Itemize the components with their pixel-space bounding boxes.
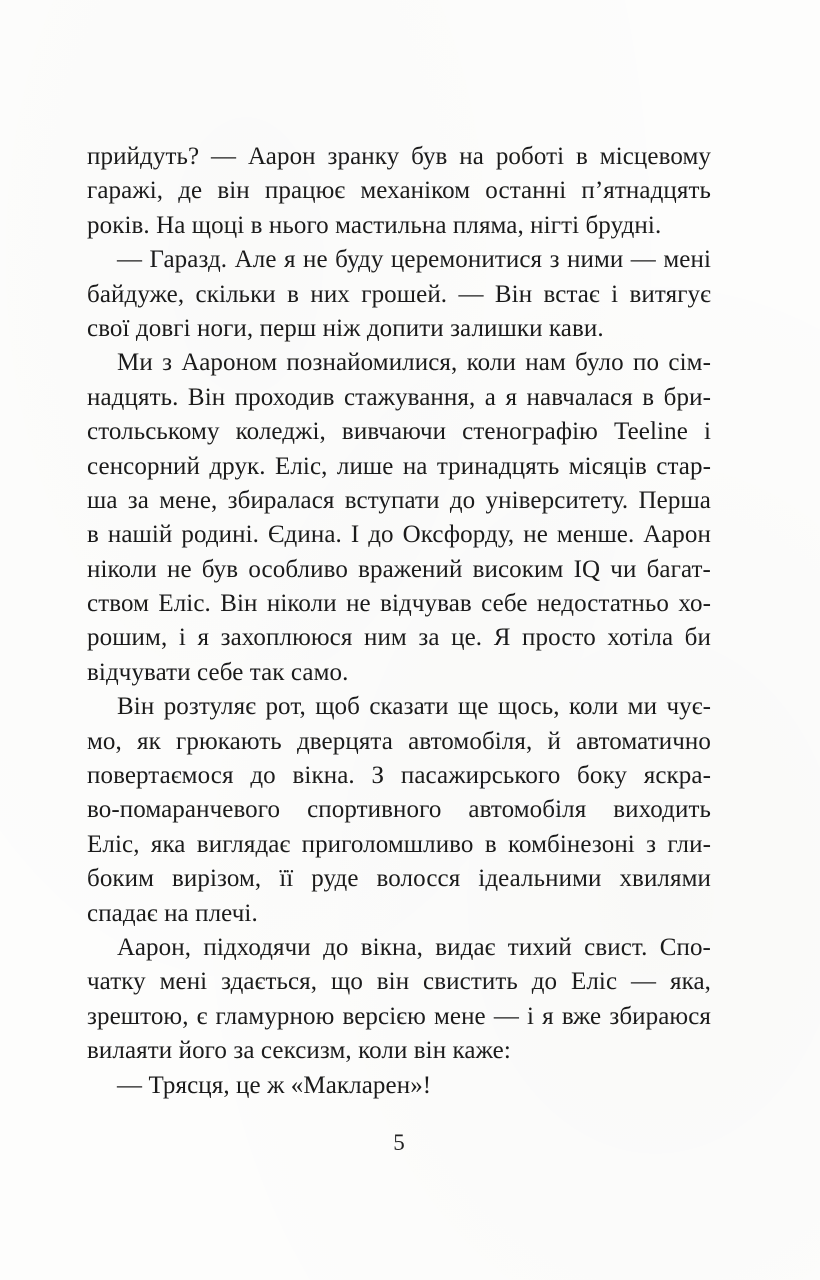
text-line: Він розтуляє рот, щоб сказати ще щось, коли ми чує- [117,693,711,721]
text-line: чатку мені здається, що він свистить до Еліс — яка, [87,968,711,996]
page-number: 5 [393,1130,405,1155]
text-line: ством Еліс. Він ніколи не відчував себе недостатньо хо- [87,590,711,618]
text-line: стольському коледжі, вивчаючи стенографію Teeline і [87,418,711,446]
text-line: боким вирізом, її руде волосся ідеальними хвилями [87,865,711,893]
text-line: — Гаразд. Але я не буду церемонитися з ними — мені [117,246,711,274]
body-text [87,140,711,1103]
text-line: відчувати себе так само. [87,658,349,686]
text-line: повертаємося до вікна. З пасажирського боку яскра- [87,762,711,790]
text-line: во-помаранчевого спортивного автомобіля виходить [87,796,711,824]
text-line: мо, як грюкають дверцята автомобіля, й автоматично [87,727,711,755]
text-line: Ми з Аароном познайомилися, коли нам було по сім- [117,349,711,377]
text-line: спадає на плечі. [87,899,258,927]
text-line: байдуже, скільки в них грошей. — Він встає і витягує [87,280,711,308]
text-line: ша за мене, збиралася вступати до університету. Перша [87,486,711,514]
text-line: свої довгі ноги, перш ніж допити залишки кави. [87,314,604,342]
text-line: рошим, і я захоплююся ним за це. Я просто хотіла би [87,624,711,652]
text-line: вилаяти його за сексизм, коли він каже: [87,1037,511,1065]
text-line: ніколи не був особливо вражений високим IQ чи багат- [87,555,711,583]
text-line: гаражі, де він працює механіком останні п’ятнадцять [87,177,711,205]
text-line: сенсорний друк. Еліс, лише на тринадцять місяців стар- [87,452,711,480]
text-line: Аарон, підходячи до вікна, видає тихий свист. Спо- [117,933,711,961]
text-line: прийдуть? — Аарон зранку був на роботі в місцевому [87,143,711,170]
text-line: Еліс, яка виглядає приголомшливо в комбінезоні з гли- [87,830,711,858]
text-line: років. На щоці в нього мастильна пляма, нігті брудні. [87,211,662,239]
text-line: — Трясця, це ж «Макларен»! [117,1071,432,1099]
text-line: зрештою, є гламурною версією мене — і я вже збираюся [87,1002,711,1030]
text-line: надцять. Він проходив стажування, а я навчалася в бри- [87,383,711,411]
text-line: в нашій родині. Єдина. І до Оксфорду, не менше. Аарон [87,521,711,549]
